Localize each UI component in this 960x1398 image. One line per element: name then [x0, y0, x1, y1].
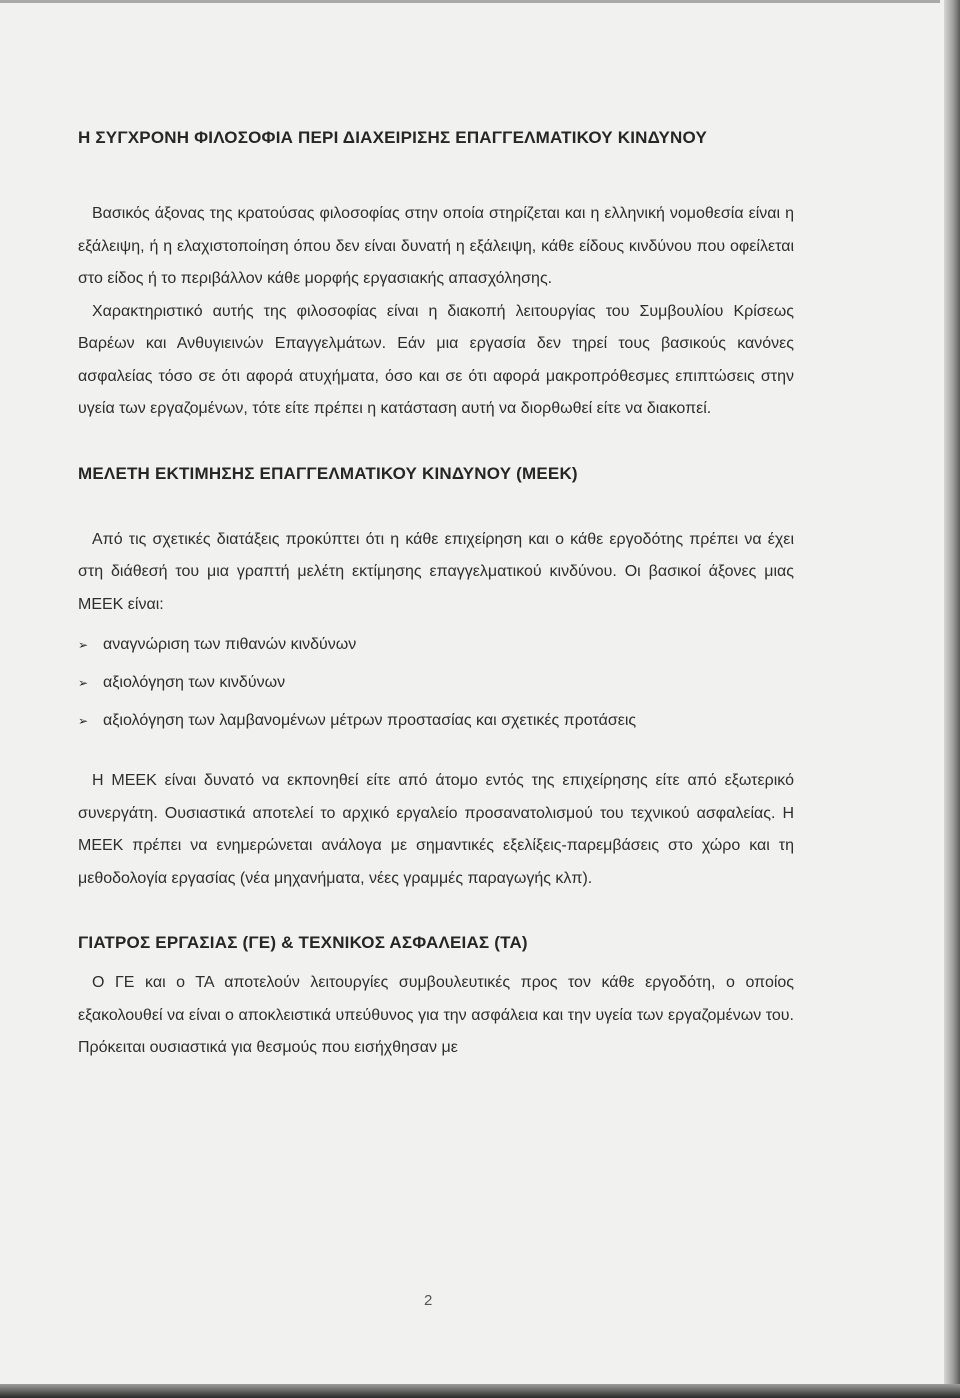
list-item-text: αξιολόγηση των λαμβανομένων μέτρων προστασίας και σχετικές προτάσεις — [103, 712, 637, 729]
meek-axes-list — [78, 635, 794, 731]
paragraph-meek-intro: Από τις σχετικές διατάξεις προκύπτει ότι η κάθε επιχείρηση και ο κάθε εργοδότης πρέπει να έχει στη διάθεσή του μια γραπτή μελέτη εκτίμησης επαγγελματικού κινδύνου. Οι βασικοί άξονες μιας ΜΕΕΚ είναι: — [78, 530, 794, 613]
page-number: 2 — [424, 1292, 433, 1309]
section-title-doctor-technician: ΓΙΑΤΡΟΣ ΕΡΓΑΣΙΑΣ (ΓΕ) & ΤΕΧΝΙΚΟΣ ΑΣΦΑΛΕΙΑΣ (ΤΑ) — [78, 933, 528, 952]
section-title-philosophy: Η ΣΥΓΧΡΟΝΗ ΦΙΛΟΣΟΦΙΑ ΠΕΡΙ ΔΙΑΧΕΙΡΙΣΗΣ ΕΠΑΓΓΕΛΜΑΤΙΚΟΥ ΚΙΝΔΥΝΟΥ — [78, 128, 707, 147]
list-item-text: αναγνώριση των πιθανών κινδύνων — [103, 636, 357, 653]
arrow-bullet-icon: ➢ — [78, 714, 89, 728]
paragraph-meek-details: Η ΜΕΕΚ είναι δυνατό να εκπονηθεί είτε από άτομο εντός της επιχείρησης είτε από εξωτερικό συνεργάτη. Ουσιαστικά αποτελεί το αρχικό εργαλείο προσανατολισμού του τεχνικού ασφαλείας. Η ΜΕΕΚ πρέπει να ενημερώνεται ανάλογα με σημαντικές εξελίξεις-παρεμβάσεις στο χώρο και τη μεθοδολογία εργασίας (νέα μηχανήματα, νέες γραμμές παραγωγής κλπ). — [78, 772, 794, 887]
list-item-text: αξιολόγηση των κινδύνων — [103, 674, 286, 691]
list-item — [78, 711, 794, 731]
page-edge-bottom — [0, 1384, 960, 1398]
page-edge-right — [944, 0, 960, 1398]
paragraph-philosophy-intro: Βασικός άξονας της κρατούσας φιλοσοφίας στην οποία στηρίζεται και η ελληνική νομοθεσία είναι η εξάλειψη, ή η ελαχιστοποίηση όπου δεν είναι δυνατή η εξάλειψη, κάθε είδους κινδύνου που οφείλεται στο είδος ή το περιβάλλον κάθε μορφής εργασιακής απασχόλησης. — [78, 205, 794, 287]
list-item — [78, 673, 794, 693]
arrow-bullet-icon: ➢ — [78, 676, 89, 690]
arrow-bullet-icon: ➢ — [78, 638, 89, 652]
scan-top-mark — [0, 0, 940, 3]
list-item — [78, 635, 794, 655]
document-content — [78, 128, 794, 1065]
paragraph-philosophy-example: Χαρακτηριστικό αυτής της φιλοσοφίας είναι η διακοπή λειτουργίας του Συμβουλίου Κρίσεως Βαρέων και Ανθυγιεινών Επαγγελμάτων. Εάν μια εργασία δεν τηρεί τους βασικούς κανόνες ασφαλείας τόσο σε ότι αφορά ατυχήματα, όσο και σε ότι αφορά μακροπρόθεσμες επιπτώσεις στην υγεία των εργαζομένων, τότε είτε πρέπει η κατάσταση αυτή να διορθωθεί είτε να διακοπεί. — [78, 302, 794, 417]
section-title-meek: ΜΕΛΕΤΗ ΕΚΤΙΜΗΣΗΣ ΕΠΑΓΓΕΛΜΑΤΙΚΟΥ ΚΙΝΔΥΝΟΥ (ΜΕΕΚ) — [78, 463, 578, 483]
paragraph-doctor-technician: Ο ΓΕ και ο ΤΑ αποτελούν λειτουργίες συμβουλευτικές προς τον κάθε εργοδότη, ο οποίος εξακολουθεί να είναι ο αποκλειστικά υπεύθυνος για την ασφάλεια και την υγεία των εργαζομένων του. Πρόκειται ουσιαστικά για θεσμούς που εισήχθησαν με — [78, 974, 794, 1056]
